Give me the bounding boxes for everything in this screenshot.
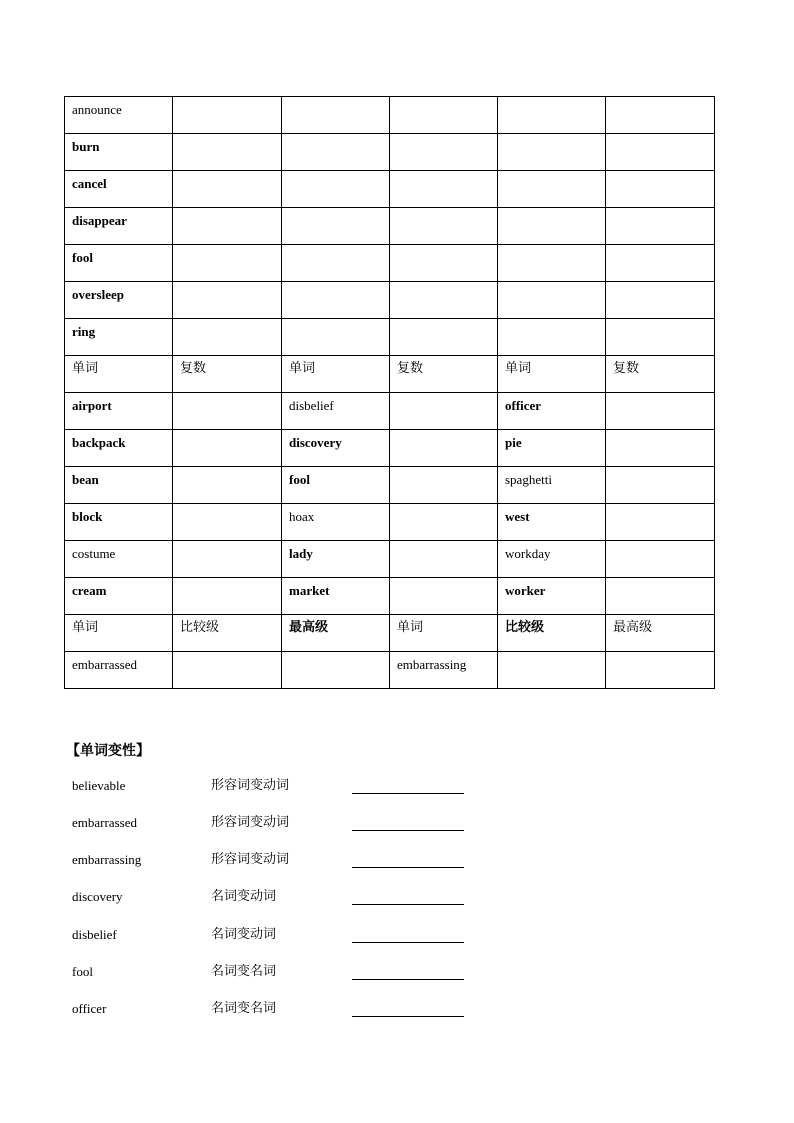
answer-cell[interactable] (498, 134, 606, 171)
word-change-word: disbelief (72, 927, 117, 942)
answer-cell[interactable] (282, 245, 390, 282)
answer-blank-line[interactable] (352, 979, 464, 980)
answer-cell[interactable] (173, 97, 282, 134)
table-cell: oversleep (65, 282, 173, 319)
table-cell: bean (65, 467, 173, 504)
table-cell: announce (65, 97, 173, 134)
word-change-type: 形容词变动词 (211, 778, 290, 793)
word-change-row (72, 813, 472, 833)
answer-cell[interactable] (498, 282, 606, 319)
answer-cell[interactable] (390, 467, 498, 504)
vocabulary-table (64, 96, 715, 689)
answer-cell[interactable] (390, 282, 498, 319)
table-cell: embarrassed (65, 652, 173, 689)
answer-cell[interactable] (606, 245, 715, 282)
table-row (65, 208, 715, 245)
answer-cell[interactable] (498, 97, 606, 134)
word-change-type: 名词变名词 (211, 964, 277, 979)
answer-blank-line[interactable] (352, 942, 464, 943)
table-cell: fool (65, 245, 173, 282)
table-cell: 最高级 (606, 615, 715, 652)
table-row (65, 134, 715, 171)
answer-cell[interactable] (606, 319, 715, 356)
section-title: 【单词变性】 (66, 743, 150, 759)
answer-blank-line[interactable] (352, 793, 464, 794)
answer-cell[interactable] (498, 171, 606, 208)
table-cell: cream (65, 578, 173, 615)
word-change-type: 名词变名词 (211, 1001, 277, 1016)
word-change-type: 形容词变动词 (211, 815, 290, 830)
answer-blank-line[interactable] (352, 867, 464, 868)
word-change-word: embarrassing (72, 852, 142, 867)
table-cell: 单词 (65, 356, 173, 393)
answer-cell[interactable] (606, 541, 715, 578)
table-cell: lady (282, 541, 390, 578)
answer-cell[interactable] (606, 171, 715, 208)
table-cell: 复数 (390, 356, 498, 393)
word-change-row (72, 776, 472, 796)
table-cell: workday (498, 541, 606, 578)
table-cell: hoax (282, 504, 390, 541)
table-cell: block (65, 504, 173, 541)
table-cell: west (498, 504, 606, 541)
answer-cell[interactable] (282, 97, 390, 134)
table-cell: 复数 (173, 356, 282, 393)
word-change-word: discovery (72, 889, 123, 904)
word-change-word: officer (72, 1001, 107, 1016)
answer-cell[interactable] (606, 393, 715, 430)
answer-cell[interactable] (498, 652, 606, 689)
table-cell: disbelief (282, 393, 390, 430)
answer-cell[interactable] (390, 578, 498, 615)
table-cell: burn (65, 134, 173, 171)
answer-cell[interactable] (390, 319, 498, 356)
answer-cell[interactable] (606, 467, 715, 504)
answer-cell[interactable] (173, 504, 282, 541)
table-row (65, 171, 715, 208)
table-row (65, 615, 715, 652)
table-row (65, 393, 715, 430)
answer-cell[interactable] (173, 171, 282, 208)
word-change-row (72, 850, 472, 870)
table-row (65, 578, 715, 615)
table-cell: discovery (282, 430, 390, 467)
word-change-row (72, 962, 472, 982)
answer-blank-line[interactable] (352, 1016, 464, 1017)
answer-cell[interactable] (498, 319, 606, 356)
table-row (65, 652, 715, 689)
word-change-row (72, 887, 472, 907)
word-change-type: 形容词变动词 (211, 852, 290, 867)
answer-cell[interactable] (173, 134, 282, 171)
answer-cell[interactable] (498, 208, 606, 245)
answer-cell[interactable] (173, 430, 282, 467)
answer-blank-line[interactable] (352, 904, 464, 905)
table-cell: fool (282, 467, 390, 504)
table-cell: disappear (65, 208, 173, 245)
answer-cell[interactable] (282, 282, 390, 319)
word-change-word: fool (72, 964, 93, 979)
answer-cell[interactable] (390, 134, 498, 171)
answer-cell[interactable] (390, 171, 498, 208)
answer-cell[interactable] (282, 171, 390, 208)
answer-cell[interactable] (606, 430, 715, 467)
word-change-word: believable (72, 778, 126, 793)
answer-cell[interactable] (282, 319, 390, 356)
table-cell: 比较级 (173, 615, 282, 652)
table-cell: officer (498, 393, 606, 430)
table-cell: backpack (65, 430, 173, 467)
table-row (65, 97, 715, 134)
table-cell: ring (65, 319, 173, 356)
answer-cell[interactable] (282, 208, 390, 245)
answer-blank-line[interactable] (352, 830, 464, 831)
table-cell: embarrassing (390, 652, 498, 689)
table-row (65, 245, 715, 282)
answer-cell[interactable] (173, 578, 282, 615)
table-cell: pie (498, 430, 606, 467)
answer-cell[interactable] (390, 393, 498, 430)
table-row (65, 430, 715, 467)
answer-cell[interactable] (606, 578, 715, 615)
table-row (65, 467, 715, 504)
answer-cell[interactable] (606, 97, 715, 134)
answer-cell[interactable] (606, 208, 715, 245)
table-cell: 比较级 (498, 615, 606, 652)
word-change-row (72, 925, 472, 945)
table-cell: market (282, 578, 390, 615)
answer-cell[interactable] (173, 652, 282, 689)
table-cell: airport (65, 393, 173, 430)
answer-cell[interactable] (390, 245, 498, 282)
answer-cell[interactable] (173, 393, 282, 430)
table-cell: spaghetti (498, 467, 606, 504)
table-row (65, 504, 715, 541)
answer-cell[interactable] (606, 504, 715, 541)
table-cell: 单词 (390, 615, 498, 652)
answer-cell[interactable] (173, 319, 282, 356)
answer-cell[interactable] (390, 504, 498, 541)
answer-cell[interactable] (498, 245, 606, 282)
table-cell: 单词 (65, 615, 173, 652)
answer-cell[interactable] (282, 652, 390, 689)
word-change-word: embarrassed (72, 815, 137, 830)
answer-cell[interactable] (173, 208, 282, 245)
answer-cell[interactable] (173, 541, 282, 578)
table-row (65, 319, 715, 356)
answer-cell[interactable] (390, 208, 498, 245)
table-cell: 复数 (606, 356, 715, 393)
answer-cell[interactable] (173, 282, 282, 319)
table-cell: 单词 (282, 356, 390, 393)
table-cell: 单词 (498, 356, 606, 393)
table-row (65, 541, 715, 578)
answer-cell[interactable] (390, 430, 498, 467)
answer-cell[interactable] (606, 282, 715, 319)
answer-cell[interactable] (606, 134, 715, 171)
answer-cell[interactable] (606, 652, 715, 689)
table-cell: cancel (65, 171, 173, 208)
answer-cell[interactable] (173, 245, 282, 282)
table-row (65, 356, 715, 393)
answer-cell[interactable] (282, 134, 390, 171)
word-change-type: 名词变动词 (211, 889, 277, 904)
table-row (65, 282, 715, 319)
table-cell: worker (498, 578, 606, 615)
answer-cell[interactable] (390, 541, 498, 578)
table-cell: costume (65, 541, 173, 578)
answer-cell[interactable] (173, 467, 282, 504)
word-change-type: 名词变动词 (211, 927, 277, 942)
word-change-row (72, 999, 472, 1019)
table-cell: 最高级 (282, 615, 390, 652)
answer-cell[interactable] (390, 97, 498, 134)
